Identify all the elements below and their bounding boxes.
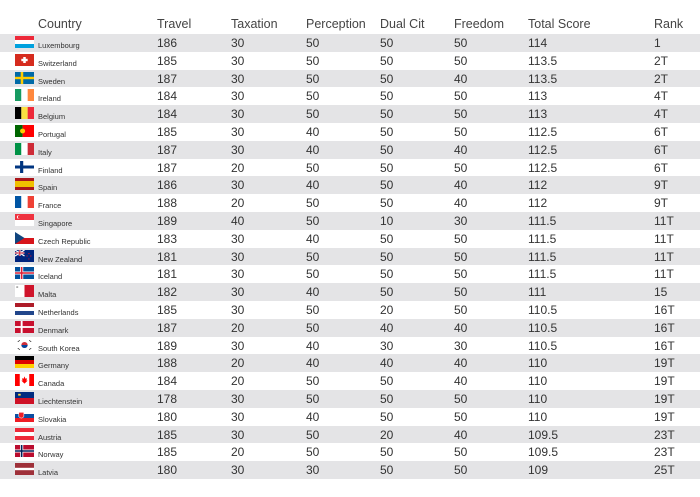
taxation-cell: 30 <box>231 178 245 193</box>
total-score-cell: 110.5 <box>528 338 558 353</box>
total-score-cell: 109.5 <box>528 427 559 442</box>
travel-cell: 184 <box>157 374 178 389</box>
total-score-cell: 111.5 <box>528 213 557 228</box>
dual-cit-cell: 50 <box>380 178 394 193</box>
taxation-cell: 30 <box>231 53 245 68</box>
new-zealand-flag-icon <box>15 250 34 262</box>
travel-cell: 185 <box>157 445 178 460</box>
country-cell: Norway <box>38 450 64 460</box>
taxation-cell: 30 <box>231 267 245 282</box>
total-score-cell: 110 <box>528 391 548 406</box>
perception-cell: 50 <box>306 53 320 68</box>
freedom-cell: 50 <box>454 89 468 104</box>
rank-cell: 15 <box>654 285 668 300</box>
dual-cit-cell: 10 <box>380 213 394 228</box>
travel-cell: 180 <box>157 463 178 478</box>
total-score-cell: 111.5 <box>528 231 557 246</box>
header-rank: Rank <box>654 17 684 31</box>
freedom-cell: 40 <box>454 196 468 211</box>
total-score-cell: 111.5 <box>528 249 557 264</box>
table-row <box>0 176 700 194</box>
country-cell: Liechtenstein <box>38 396 83 406</box>
travel-cell: 185 <box>157 124 178 139</box>
country-cell: Denmark <box>38 325 69 335</box>
freedom-cell: 50 <box>454 285 468 300</box>
travel-cell: 180 <box>157 409 178 424</box>
total-score-cell: 110 <box>528 409 548 424</box>
rank-cell: 16T <box>654 302 675 317</box>
rank-cell: 6T <box>654 160 669 175</box>
travel-cell: 185 <box>157 427 178 442</box>
taxation-cell: 30 <box>231 71 245 86</box>
rank-cell: 4T <box>654 89 669 104</box>
perception-cell: 40 <box>306 142 320 157</box>
iceland-flag-icon <box>15 267 34 279</box>
country-cell: Canada <box>38 379 65 389</box>
travel-cell: 188 <box>157 196 178 211</box>
total-score-cell: 111.5 <box>528 267 557 282</box>
perception-cell: 40 <box>306 285 320 300</box>
country-cell: Latvia <box>38 468 59 478</box>
ireland-flag-icon <box>15 89 34 101</box>
travel-cell: 183 <box>157 231 178 246</box>
freedom-cell: 40 <box>454 374 468 389</box>
freedom-cell: 40 <box>454 178 468 193</box>
dual-cit-cell: 50 <box>380 53 394 68</box>
table-row <box>0 70 700 88</box>
dual-cit-cell: 50 <box>380 374 394 389</box>
country-cell: Ireland <box>38 94 61 104</box>
table-row <box>0 426 700 444</box>
denmark-flag-icon <box>15 321 34 333</box>
table-row <box>0 390 700 408</box>
taxation-cell: 30 <box>231 391 245 406</box>
rank-cell: 16T <box>654 338 675 353</box>
total-score-cell: 110.5 <box>528 320 558 335</box>
table-header <box>0 0 700 34</box>
south-korea-flag-icon <box>15 339 34 351</box>
dual-cit-cell: 50 <box>380 391 394 406</box>
finland-flag-icon <box>15 161 34 173</box>
travel-cell: 187 <box>157 320 178 335</box>
dual-cit-cell: 20 <box>380 427 394 442</box>
perception-cell: 50 <box>306 427 320 442</box>
travel-cell: 187 <box>157 71 178 86</box>
header-taxation: Taxation <box>231 17 278 31</box>
country-cell: Malta <box>38 290 57 300</box>
country-cell: Finland <box>38 165 63 175</box>
country-cell: Slovakia <box>38 414 67 424</box>
liechtenstein-flag-icon <box>15 392 34 404</box>
header-travel: Travel <box>157 17 192 31</box>
dual-cit-cell: 50 <box>380 124 394 139</box>
travel-cell: 181 <box>157 249 178 264</box>
freedom-cell: 40 <box>454 320 468 335</box>
perception-cell: 40 <box>306 356 320 371</box>
total-score-cell: 113.5 <box>528 71 558 86</box>
taxation-cell: 20 <box>231 445 245 460</box>
taxation-cell: 30 <box>231 463 245 478</box>
freedom-cell: 40 <box>454 356 468 371</box>
freedom-cell: 50 <box>454 160 468 175</box>
total-score-cell: 113 <box>528 107 548 122</box>
country-cell: Sweden <box>38 76 66 86</box>
taxation-cell: 30 <box>231 142 245 157</box>
taxation-cell: 30 <box>231 249 245 264</box>
czech-republic-flag-icon <box>15 232 34 244</box>
table-row <box>0 87 700 105</box>
rank-cell: 19T <box>654 356 675 371</box>
switzerland-flag-icon <box>15 54 34 66</box>
freedom-cell: 40 <box>454 142 468 157</box>
dual-cit-cell: 50 <box>380 71 394 86</box>
total-score-cell: 112.5 <box>528 142 558 157</box>
dual-cit-cell: 20 <box>380 302 394 317</box>
rank-cell: 23T <box>654 445 675 460</box>
taxation-cell: 30 <box>231 338 245 353</box>
rank-cell: 11T <box>654 213 674 228</box>
total-score-cell: 113.5 <box>528 53 558 68</box>
dual-cit-cell: 50 <box>380 445 394 460</box>
freedom-cell: 50 <box>454 231 468 246</box>
sweden-flag-icon <box>15 72 34 84</box>
freedom-cell: 50 <box>454 409 468 424</box>
travel-cell: 185 <box>157 53 178 68</box>
rank-cell: 19T <box>654 409 675 424</box>
perception-cell: 50 <box>306 36 320 50</box>
country-cell: Switzerland <box>38 58 77 68</box>
table-row <box>0 283 700 301</box>
country-cell: New Zealand <box>38 254 83 264</box>
taxation-cell: 30 <box>231 124 245 139</box>
travel-cell: 178 <box>157 391 178 406</box>
dual-cit-cell: 50 <box>380 409 394 424</box>
rank-cell: 9T <box>654 178 669 193</box>
taxation-cell: 30 <box>231 231 245 246</box>
table-row <box>0 194 700 212</box>
table-row <box>0 248 700 266</box>
table-row <box>0 123 700 141</box>
country-cell: Netherlands <box>38 307 79 317</box>
perception-cell: 50 <box>306 160 320 175</box>
perception-cell: 40 <box>306 231 320 246</box>
perception-cell: 50 <box>306 71 320 86</box>
dual-cit-cell: 40 <box>380 356 394 371</box>
rank-cell: 23T <box>654 427 675 442</box>
travel-cell: 187 <box>157 142 178 157</box>
country-cell: Portugal <box>38 129 66 139</box>
belgium-flag-icon <box>15 107 34 119</box>
travel-cell: 187 <box>157 160 178 175</box>
total-score-cell: 112 <box>528 196 548 211</box>
table-row <box>0 443 700 461</box>
dual-cit-cell: 30 <box>380 338 394 353</box>
latvia-flag-icon <box>15 463 34 475</box>
taxation-cell: 30 <box>231 107 245 122</box>
dual-cit-cell: 50 <box>380 89 394 104</box>
perception-cell: 40 <box>306 178 320 193</box>
perception-cell: 50 <box>306 107 320 122</box>
freedom-cell: 50 <box>454 36 468 50</box>
netherlands-flag-icon <box>15 303 34 315</box>
country-cell: France <box>38 201 62 211</box>
rank-cell: 6T <box>654 142 669 157</box>
luxembourg-flag-icon <box>15 36 34 48</box>
perception-cell: 50 <box>306 445 320 460</box>
travel-cell: 188 <box>157 356 178 371</box>
travel-cell: 181 <box>157 267 178 282</box>
rank-cell: 11T <box>654 249 674 264</box>
freedom-cell: 50 <box>454 107 468 122</box>
austria-flag-icon <box>15 428 34 440</box>
freedom-cell: 50 <box>454 124 468 139</box>
country-cell: Singapore <box>38 218 73 228</box>
dual-cit-cell: 50 <box>380 36 394 50</box>
taxation-cell: 20 <box>231 196 245 211</box>
freedom-cell: 50 <box>454 53 468 68</box>
rank-cell: 11T <box>654 231 674 246</box>
rank-cell: 11T <box>654 267 674 282</box>
taxation-cell: 30 <box>231 36 245 50</box>
dual-cit-cell: 50 <box>380 107 394 122</box>
table-row <box>0 408 700 426</box>
total-score-cell: 113 <box>528 89 548 104</box>
total-score-cell: 110 <box>528 356 548 371</box>
taxation-cell: 40 <box>231 213 245 228</box>
country-cell: South Korea <box>38 343 80 353</box>
header-perception: Perception <box>306 17 366 31</box>
header-dual-cit: Dual Cit <box>380 17 425 31</box>
header-country: Country <box>38 17 82 31</box>
taxation-cell: 30 <box>231 302 245 317</box>
country-cell: Luxembourg <box>38 41 80 50</box>
perception-cell: 40 <box>306 338 320 353</box>
dual-cit-cell: 50 <box>380 249 394 264</box>
travel-cell: 184 <box>157 89 178 104</box>
country-cell: Italy <box>38 147 52 157</box>
dual-cit-cell: 50 <box>380 463 394 478</box>
header-freedom: Freedom <box>454 17 505 31</box>
malta-flag-icon <box>15 285 34 297</box>
rank-cell: 25T <box>654 463 675 478</box>
country-cell: Belgium <box>38 112 66 122</box>
travel-cell: 184 <box>157 107 178 122</box>
perception-cell: 50 <box>306 320 320 335</box>
perception-cell: 50 <box>306 302 320 317</box>
table-row <box>0 265 700 283</box>
table-row <box>0 52 700 70</box>
travel-cell: 182 <box>157 285 178 300</box>
perception-cell: 40 <box>306 409 320 424</box>
table-row <box>0 337 700 355</box>
rank-cell: 2T <box>654 53 669 68</box>
germany-flag-icon <box>15 356 34 368</box>
freedom-cell: 40 <box>454 71 468 86</box>
dual-cit-cell: 50 <box>380 196 394 211</box>
slovakia-flag-icon <box>15 410 34 422</box>
dual-cit-cell: 50 <box>380 142 394 157</box>
perception-cell: 50 <box>306 213 320 228</box>
table-row <box>0 372 700 390</box>
country-cell: Germany <box>38 361 69 371</box>
taxation-cell: 30 <box>231 285 245 300</box>
norway-flag-icon <box>15 445 34 457</box>
perception-cell: 50 <box>306 391 320 406</box>
freedom-cell: 30 <box>454 213 468 228</box>
travel-cell: 189 <box>157 338 178 353</box>
rank-cell: 2T <box>654 71 669 86</box>
italy-flag-icon <box>15 143 34 155</box>
freedom-cell: 50 <box>454 463 468 478</box>
perception-cell: 50 <box>306 249 320 264</box>
travel-cell: 189 <box>157 213 178 228</box>
table-row <box>0 212 700 230</box>
travel-cell: 186 <box>157 36 178 50</box>
rank-cell: 19T <box>654 391 675 406</box>
table-row <box>0 141 700 159</box>
taxation-cell: 20 <box>231 320 245 335</box>
perception-cell: 30 <box>306 463 320 478</box>
total-score-cell: 114 <box>528 36 548 50</box>
taxation-cell: 30 <box>231 89 245 104</box>
dual-cit-cell: 50 <box>380 160 394 175</box>
country-cell: Austria <box>38 432 62 442</box>
rank-cell: 6T <box>654 124 669 139</box>
perception-cell: 50 <box>306 267 320 282</box>
total-score-cell: 112.5 <box>528 124 558 139</box>
perception-cell: 50 <box>306 89 320 104</box>
table-row <box>0 159 700 177</box>
perception-cell: 40 <box>306 124 320 139</box>
freedom-cell: 50 <box>454 249 468 264</box>
singapore-flag-icon <box>15 214 34 226</box>
rank-cell: 9T <box>654 196 669 211</box>
freedom-cell: 30 <box>454 338 468 353</box>
freedom-cell: 50 <box>454 445 468 460</box>
dual-cit-cell: 50 <box>380 267 394 282</box>
travel-cell: 185 <box>157 302 178 317</box>
canada-flag-icon <box>15 374 34 386</box>
total-score-cell: 112 <box>528 178 548 193</box>
freedom-cell: 40 <box>454 427 468 442</box>
total-score-cell: 110 <box>528 374 548 389</box>
total-score-cell: 109 <box>528 463 549 478</box>
france-flag-icon <box>15 196 34 208</box>
taxation-cell: 30 <box>231 409 245 424</box>
total-score-cell: 110.5 <box>528 302 558 317</box>
table-body <box>0 34 700 479</box>
table-row <box>0 461 700 479</box>
rank-cell: 4T <box>654 107 669 122</box>
freedom-cell: 50 <box>454 391 468 406</box>
dual-cit-cell: 50 <box>380 285 394 300</box>
rank-cell: 19T <box>654 374 675 389</box>
header-total-score: Total Score <box>528 17 591 31</box>
total-score-cell: 111 <box>528 285 547 300</box>
perception-cell: 50 <box>306 374 320 389</box>
rank-cell: 1 <box>654 36 661 50</box>
spain-flag-icon <box>15 178 34 190</box>
table-row <box>0 319 700 337</box>
dual-cit-cell: 40 <box>380 320 394 335</box>
portugal-flag-icon <box>15 125 34 137</box>
total-score-cell: 112.5 <box>528 160 558 175</box>
table-row <box>0 230 700 248</box>
rank-cell: 16T <box>654 320 675 335</box>
taxation-cell: 20 <box>231 356 245 371</box>
total-score-cell: 109.5 <box>528 445 559 460</box>
taxation-cell: 20 <box>231 374 245 389</box>
taxation-cell: 30 <box>231 427 245 442</box>
taxation-cell: 20 <box>231 160 245 175</box>
table-row <box>0 34 700 52</box>
table-row <box>0 105 700 123</box>
perception-cell: 50 <box>306 196 320 211</box>
table-row <box>0 301 700 319</box>
country-cell: Czech Republic <box>38 236 91 246</box>
travel-cell: 186 <box>157 178 178 193</box>
table-row <box>0 354 700 372</box>
dual-cit-cell: 50 <box>380 231 394 246</box>
country-cell: Iceland <box>38 272 63 282</box>
freedom-cell: 50 <box>454 302 468 317</box>
country-cell: Spain <box>38 183 58 193</box>
freedom-cell: 50 <box>454 267 468 282</box>
